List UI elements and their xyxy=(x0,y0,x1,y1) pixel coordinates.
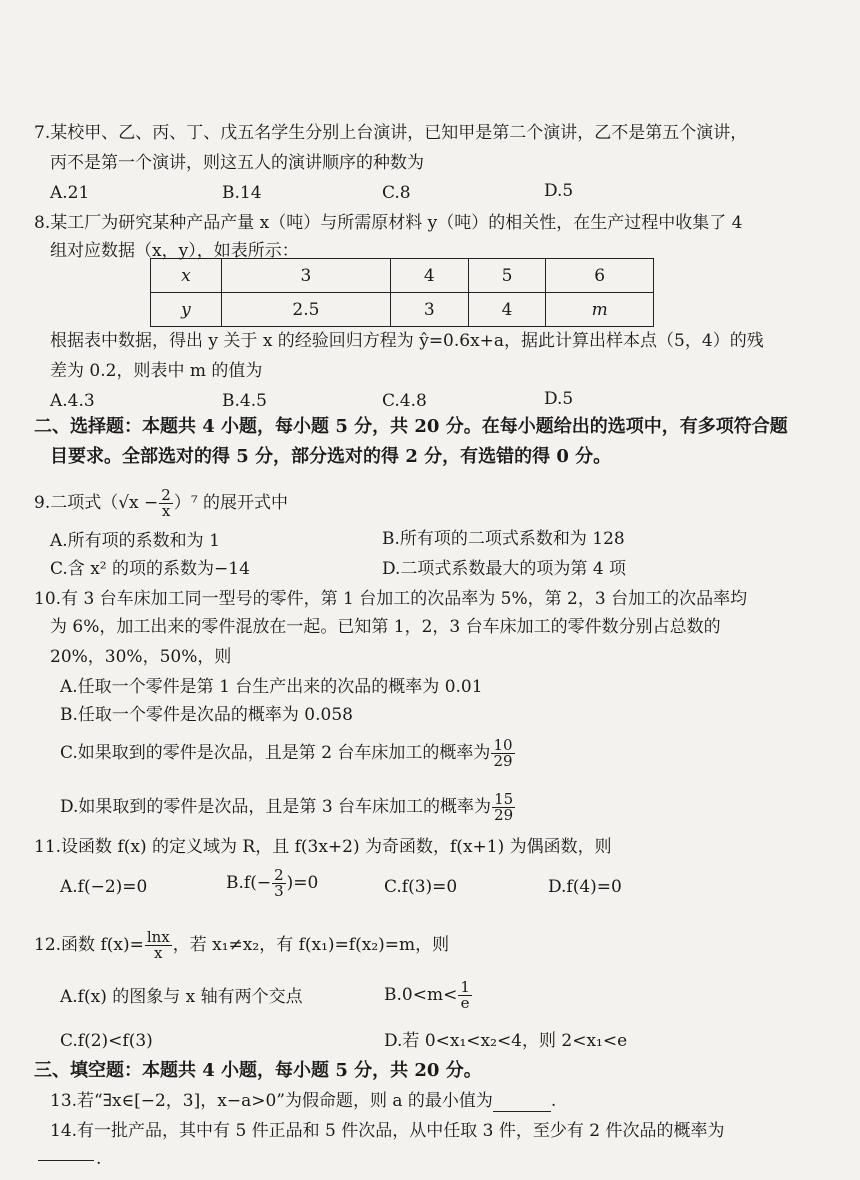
q7-option-b: B.14 xyxy=(222,183,262,203)
section3-heading: 三、填空题：本题共 4 小题，每小题 5 分，共 20 分。 xyxy=(34,1060,482,1081)
q12-option-b-fraction xyxy=(458,980,472,1011)
q12-pre: 12.函数 f(x)= xyxy=(34,935,144,955)
frac-num: lnx xyxy=(146,928,170,946)
q12-option-b xyxy=(384,976,473,1014)
q8-option-a: A.4.3 xyxy=(50,391,95,411)
frac-den: e xyxy=(460,994,470,1012)
answer-blank[interactable] xyxy=(38,1160,94,1161)
table-cell: y xyxy=(151,293,222,327)
q11-option-a: A.f(−2)=0 xyxy=(60,877,148,897)
q9-frac-den: x xyxy=(161,502,171,520)
q12-option-b-pre: B.0<m< xyxy=(384,985,458,1005)
q13-text: 13.若“∃x∈[−2，3]，x−a>0”为假命题，则 a 的最小值为 xyxy=(50,1091,493,1111)
frac-den: 3 xyxy=(274,882,284,900)
frac-num: 1 xyxy=(460,978,470,996)
q8-line2: 组对应数据（x，y），如表所示： xyxy=(50,241,299,261)
q8-option-b: B.4.5 xyxy=(222,391,267,411)
q12-option-c: C.f(2)<f(3) xyxy=(60,1031,153,1051)
q8-line3: 根据表中数据，得出 y 关于 x 的经验回归方程为 ŷ=0.6x+a，据此计算出样本点（5，4）的残 xyxy=(50,331,764,351)
table-cell: m xyxy=(546,293,654,327)
q10-option-d-text: D.如果取到的零件是次品，且是第 3 台车床加工的概率为 xyxy=(60,797,492,817)
q9-prefix: 9.二项式（√x − xyxy=(34,493,159,513)
q7-line2: 丙不是第一个演讲，则这五人的演讲顺序的种数为 xyxy=(50,153,424,173)
table-cell: 4 xyxy=(390,259,468,293)
table-cell: 4 xyxy=(468,293,546,327)
q11-option-b-pre: B.f(− xyxy=(226,873,272,893)
q13-period: . xyxy=(550,1091,557,1111)
table-row xyxy=(151,293,654,327)
q10-option-a: A.任取一个零件是第 1 台生产出来的次品的概率为 0.01 xyxy=(60,677,483,697)
frac-num: 2 xyxy=(274,866,284,884)
q14-period: . xyxy=(96,1149,102,1169)
q10-option-c-fraction xyxy=(491,738,514,769)
q12-stem xyxy=(34,926,449,964)
q11-option-b-fraction xyxy=(272,868,286,899)
q9-option-d: D.二项式系数最大的项为第 4 项 xyxy=(382,559,627,579)
frac-den: 29 xyxy=(493,752,513,770)
q9-stem xyxy=(34,488,288,519)
q8-line4: 差为 0.2，则表中 m 的值为 xyxy=(50,361,263,381)
q10-line1: 10.有 3 台车床加工同一型号的零件，第 1 台加工的次品率为 5%，第 2，3 台加工的次品率均 xyxy=(34,589,748,609)
q9-suffix: ）⁷ 的展开式中 xyxy=(173,493,289,513)
q12-option-d: D.若 0<x₁<x₂<4，则 2<x₁<e xyxy=(384,1031,628,1051)
frac-num: 15 xyxy=(494,790,514,808)
q9-fraction xyxy=(159,488,173,519)
q10-option-c xyxy=(60,734,516,772)
table-cell: 3 xyxy=(221,259,390,293)
q11-option-b xyxy=(226,864,318,902)
q8-option-c: C.4.8 xyxy=(382,391,427,411)
q7-option-d: D.5 xyxy=(544,181,574,201)
table-cell: 3 xyxy=(390,293,468,327)
q11-line1: 11.设函数 f(x) 的定义域为 R，且 f(3x+2) 为奇函数，f(x+1) 为偶函数，则 xyxy=(34,837,612,857)
q10-option-d xyxy=(60,788,516,826)
q11-option-c: C.f(3)=0 xyxy=(384,877,458,897)
table-cell: 5 xyxy=(468,259,546,293)
q13-stem xyxy=(50,1090,556,1112)
section2-heading-line2: 目要求。全部选对的得 5 分，部分选对的得 2 分，有选错的得 0 分。 xyxy=(50,446,612,467)
q11-option-d: D.f(4)=0 xyxy=(548,877,622,897)
q12-post: ，若 x₁≠x₂，有 f(x₁)=f(x₂)=m，则 xyxy=(172,935,450,955)
q9-option-b: B.所有项的二项式系数和为 128 xyxy=(382,529,625,549)
answer-blank[interactable] xyxy=(493,1095,551,1112)
table-cell: 2.5 xyxy=(221,293,390,327)
q7-option-a: A.21 xyxy=(50,183,90,203)
q7-option-c: C.8 xyxy=(382,183,411,203)
q10-option-d-fraction xyxy=(492,792,515,823)
table-cell: 6 xyxy=(546,259,654,293)
section2-heading-line1: 二、选择题：本题共 4 小题，每小题 5 分，共 20 分。在每小题给出的选项中，有多项符合题 xyxy=(34,416,788,437)
table-cell: x xyxy=(151,259,222,293)
q14-line1: 14.有一批产品，其中有 5 件正品和 5 件次品，从中任取 3 件，至少有 2 件次品的概率为 xyxy=(50,1121,725,1141)
table-row xyxy=(151,259,654,293)
q12-fraction xyxy=(145,930,172,961)
q9-option-a: A.所有项的系数和为 1 xyxy=(50,531,220,551)
q9-frac-num: 2 xyxy=(161,486,171,504)
q10-line2: 为 6%，加工出来的零件混放在一起。已知第 1，2，3 台车床加工的零件数分别占总数的 xyxy=(50,617,721,637)
frac-num: 10 xyxy=(493,736,513,754)
q12-option-a: A.f(x) 的图象与 x 轴有两个交点 xyxy=(60,987,303,1007)
q8-option-d: D.5 xyxy=(544,389,574,409)
q11-option-b-post: )=0 xyxy=(286,873,319,893)
q10-line3: 20%，30%，50%，则 xyxy=(50,647,232,667)
q8-line1: 8.某工厂为研究某种产品产量 x（吨）与所需原材料 y（吨）的相关性，在生产过程中收集了 4 xyxy=(34,213,743,233)
frac-den: 29 xyxy=(494,806,514,824)
q7-line1: 7.某校甲、乙、丙、丁、戊五名学生分别上台演讲，已知甲是第二个演讲，乙不是第五个演讲， xyxy=(34,123,748,143)
data-table xyxy=(150,258,654,327)
q9-option-c: C.含 x² 的项的系数为−14 xyxy=(50,559,250,579)
q10-option-b: B.任取一个零件是次品的概率为 0.058 xyxy=(60,705,353,725)
frac-den: x xyxy=(154,944,163,962)
q10-option-c-text: C.如果取到的零件是次品，且是第 2 台车床加工的概率为 xyxy=(60,743,491,763)
